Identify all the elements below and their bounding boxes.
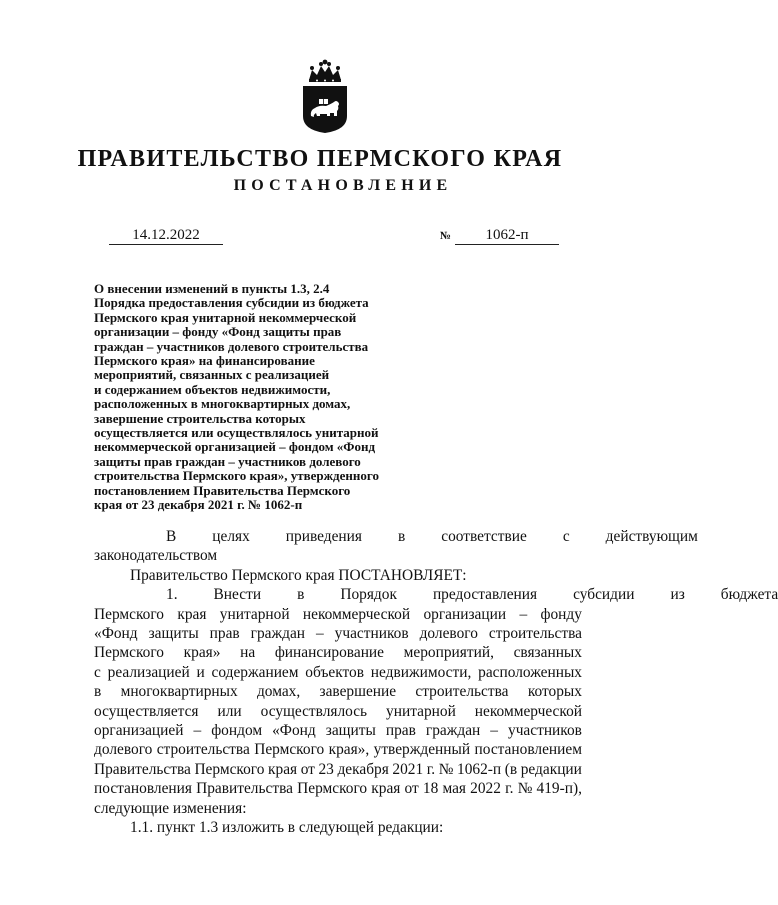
word: строительства [156,741,250,759]
word: участников [334,625,409,643]
word: «Фонд [94,625,138,643]
word: на [240,644,256,662]
word: Пермского [94,605,164,623]
word: утвержденный [373,741,471,759]
word: действующим [605,528,698,545]
word: долевого [94,741,153,759]
paragraph-3-line [94,624,582,643]
word: некоммерческой [474,702,582,720]
word: (в [504,760,518,778]
word: – [315,625,324,643]
word: края [268,760,298,778]
document-body [94,527,778,838]
government-title: ПРАВИТЕЛЬСТВО ПЕРМСКОГО КРАЯ [77,146,563,172]
word: осуществлялось [260,702,368,720]
paragraph-2: Правительство Пермского края ПОСТАНОВЛЯЕТ: [130,566,467,584]
word: долевого [419,625,478,643]
word: № [517,780,533,798]
subject-line: края от 23 декабря 2021 г. № 1062-п [94,497,303,513]
word: бюджета [720,586,778,604]
subject-line: расположенных в многоквартирных домах, [94,396,351,412]
coat-of-arms-icon [300,58,350,134]
paragraph-3-line [94,663,582,682]
word: защиты [148,625,199,643]
word: реализацией [107,663,190,681]
word: граждан [250,625,306,643]
word: Пермского [94,644,164,662]
word: строительства [415,683,509,701]
word: Пермского [254,741,325,759]
paragraph-3-line [94,585,778,604]
document-subject [94,282,454,513]
word: Правительства [94,760,191,778]
paragraph-3 [94,585,778,798]
word: от [300,760,315,778]
word: которых [527,683,582,701]
paragraph-4: 1.1. пункт 1.3 изложить в следующей редакции: [130,819,444,837]
subject-line: осуществляется или осуществлялось унитарной [94,425,379,441]
word: фонду [540,605,582,623]
word: края» [183,644,221,662]
word: мероприятий, [403,644,494,662]
word: в [94,683,102,701]
word: содержанием [211,663,299,681]
word: или [217,702,242,720]
word: редакции [520,760,582,778]
subject-line: О внесении изменений в пункты 1.3, 2.4 [94,281,330,296]
subject-line: организации – фонду «Фонд защиты прав [94,324,342,340]
word: 419-п), [536,780,582,798]
word: соответствие [441,528,527,545]
word: в [297,586,305,604]
word: 2022 [470,780,501,798]
paragraph-3-line [94,643,582,662]
subject-line: граждан – участников долевого строительства [94,338,369,354]
paragraph-3-line [94,721,582,740]
paragraph-3-line [94,760,582,779]
word: унитарной [386,702,456,720]
subject-line: постановлением Правительства Пермского [94,482,351,498]
word: постановлением [474,741,582,759]
document-date: 14.12.2022 [109,226,223,245]
word: завершение [319,683,397,701]
word: 18 [422,780,439,798]
word: связанных [513,644,582,662]
word: Пермского [297,780,368,798]
subject-line: и содержанием объектов недвижимости, [94,381,331,397]
word: с [562,528,570,545]
word: прав [385,722,416,740]
word: субсидии [573,586,635,604]
word: многоквартирных [120,683,238,701]
subject-line: защиты прав граждан – участников долевого [94,453,361,469]
word: осуществляется [94,702,199,720]
word: от [404,780,419,798]
word: края [177,605,207,623]
word: № [438,760,454,778]
word: целях [212,528,250,545]
word: предоставления [432,586,538,604]
word: Пермского [194,760,265,778]
subject-line: Пермского края» на финансирование [94,353,315,369]
word: края», [328,741,370,759]
paragraph-3-last-line: следующие изменения: [94,799,247,817]
word: – [490,722,498,740]
word: Внести [213,586,262,604]
number-label: № [440,230,452,242]
word: унитарной [219,605,290,623]
word: и [196,663,205,681]
word: В [166,528,177,545]
paragraph-3-line [94,740,582,759]
word: мая [442,780,466,798]
subject-line: строительства Пермского края», утвержденного [94,468,379,484]
word: фондом [211,722,263,740]
word: г. [505,780,514,798]
word: Порядок [340,586,397,604]
word: приведения [285,528,362,545]
paragraph-1-line-1 [94,527,698,546]
word: г. [426,760,436,778]
word: края [371,780,401,798]
word: участников [508,722,582,740]
word: «Фонд [272,722,316,740]
word: декабря [337,760,389,778]
document-type: ПОСТАНОВЛЕНИЕ [233,177,453,194]
subject-line: завершение строительства которых [94,410,306,426]
paragraph-1-line-2: законодательством [94,547,218,565]
subject-line: Порядка предоставления субсидии из бюджета [94,295,369,311]
word: – [519,605,528,623]
word: объектов [305,663,364,681]
subject-line: некоммерческой организацией – фондом «Фонд [94,439,376,455]
word: организацией [94,722,184,740]
word: – [193,722,202,740]
paragraph-3-line [94,702,582,721]
document-number: 1062-п [455,226,559,245]
word: защиты [325,722,376,740]
word: домах, [256,683,301,701]
word: прав [209,625,240,643]
word: с [94,663,101,681]
word: Правительства [196,780,293,798]
word: 1062-п [457,760,502,778]
word: граждан [425,722,481,740]
word: расположенных [478,663,582,681]
paragraph-3-line [94,605,582,624]
paragraph-3-line [94,682,582,701]
subject-line: Пермского края унитарной некоммерческой [94,309,357,325]
subject-line: мероприятий, связанных с реализацией [94,367,330,383]
word: постановления [94,780,192,798]
word: 23 [318,760,334,778]
word: финансирование [274,644,384,662]
word: 1. [166,586,178,604]
word: организации [423,605,507,623]
word: недвижимости, [370,663,472,681]
word: строительства [488,625,582,643]
paragraph-3-line [94,779,582,798]
word: некоммерческой [302,605,411,623]
word: из [670,586,685,604]
word: в [397,528,406,545]
word: 2021 [392,760,424,778]
